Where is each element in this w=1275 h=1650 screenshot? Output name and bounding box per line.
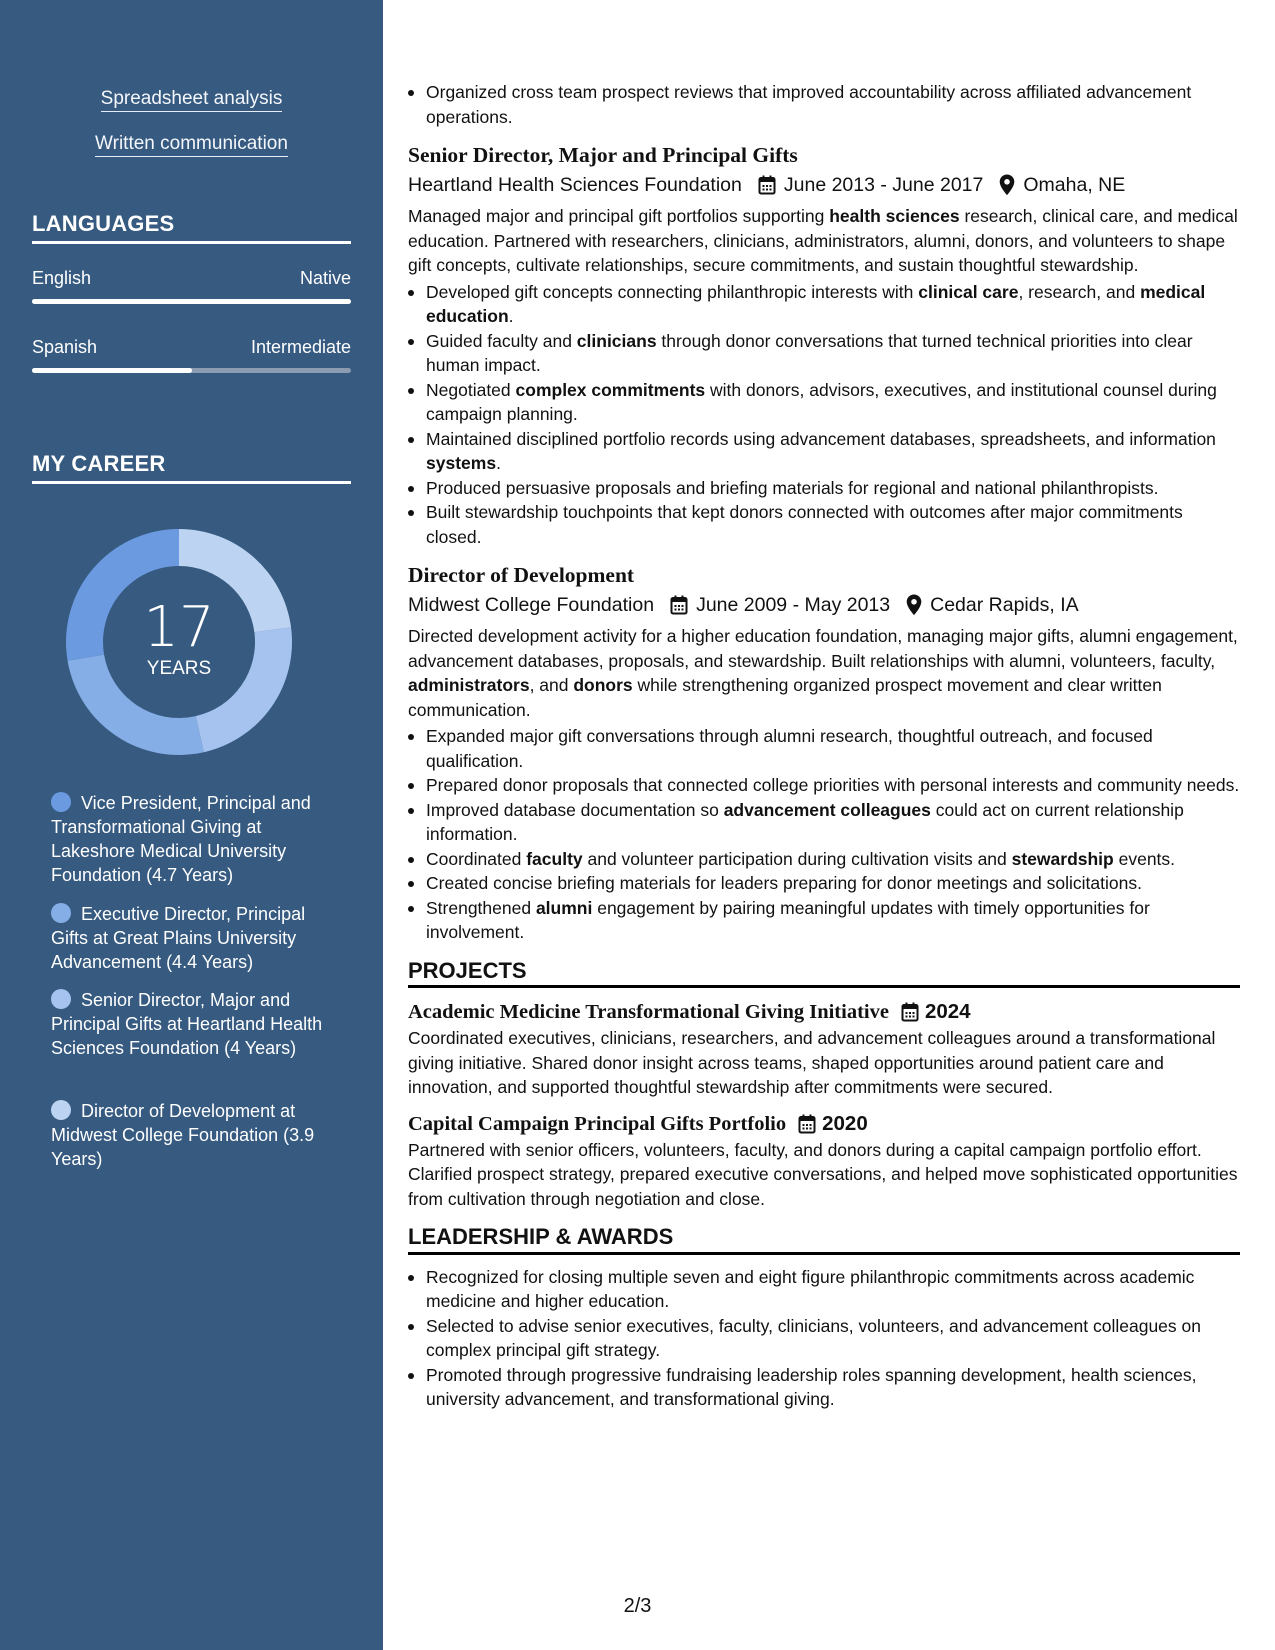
list-item <box>408 280 1240 329</box>
language-level: Native <box>299 268 351 288</box>
job-location: Omaha, NE <box>1023 174 1126 196</box>
list-item: Promoted through progressive fundraising leadership roles spanning development, health sciences, university advancement, and transformational giving. <box>408 1363 1240 1412</box>
text-run: with donors, advisors, executives, and institutional counsel during campaign planning. <box>426 379 1217 424</box>
career-legend-item <box>51 791 341 887</box>
job-organization: Midwest College Foundation <box>408 594 655 616</box>
legend-label: Director of Development at Midwest College Foundation (3.9 Years) <box>51 1101 315 1169</box>
project-title: Capital Campaign Principal Gifts Portfolio <box>408 1112 787 1135</box>
job-meta <box>408 170 1240 200</box>
legend-dot <box>51 792 71 812</box>
text-run: Maintained disciplined portfolio records using advancement databases, spreadsheets, and information <box>426 428 1216 449</box>
text-run: Developed gift concepts connecting philanthropic interests with <box>426 281 919 302</box>
list-item <box>408 847 1240 872</box>
career-legend-item <box>51 902 341 974</box>
career-heading: MY CAREER <box>32 451 351 484</box>
project-description: Coordinated executives, clinicians, researchers, and advancement colleagues around a transformational giving initiative. Shared donor insight across teams, shaped opportunities around patient care and innovation, and supported thoughtful stewardship after commitments were secured. <box>408 1028 1216 1097</box>
text-run: through donor conversations that turned technical priorities into clear human impact. <box>426 330 1193 375</box>
project-year: 2020 <box>822 1111 868 1135</box>
text-run: . <box>496 453 501 473</box>
job-description <box>408 624 1240 722</box>
job-location: Cedar Rapids, IA <box>930 594 1079 616</box>
job-entry <box>408 141 1240 549</box>
language-bar-fill <box>32 299 351 304</box>
text-run: Guided faculty and <box>426 330 577 351</box>
emphasis: alumni <box>535 897 593 918</box>
languages-heading: LANGUAGES <box>32 211 351 244</box>
career-legend-item <box>51 988 341 1060</box>
calendar-icon <box>670 595 688 615</box>
list-item <box>408 427 1240 476</box>
legend-dot <box>51 989 71 1009</box>
legend-label: Executive Director, Principal Gifts at Great Plains University Advancement (4.4 Years) <box>51 904 306 972</box>
list-item <box>408 871 1240 896</box>
text-run: Coordinated <box>426 848 527 869</box>
carryover-bullets <box>408 80 1240 129</box>
text-run: while strengthening organized prospect movement and clear written communication. <box>408 675 1162 720</box>
language-name: English <box>32 268 92 288</box>
emphasis: health sciences <box>829 206 960 226</box>
list-item: Organized cross team prospect reviews that improved accountability across affiliated advancement operations. <box>408 80 1240 129</box>
project-title-row <box>408 998 1240 1026</box>
emphasis: systems <box>426 453 497 473</box>
emphasis: clinicians <box>576 330 657 351</box>
calendar-icon <box>901 1002 919 1022</box>
career-total-number: 17 <box>143 595 215 660</box>
text-run: Negotiated <box>426 379 516 400</box>
legend-dot <box>51 903 71 923</box>
language-level: Intermediate <box>250 337 351 357</box>
text-run: . <box>508 306 514 326</box>
text-run: Created concise briefing materials for leaders preparing for donor meetings and solicitations. <box>426 873 1142 893</box>
text-run: and volunteer participation during cultivation visits and <box>582 848 1012 869</box>
list-item <box>408 378 1240 427</box>
job-dates: June 2009 - May 2013 <box>696 594 891 616</box>
language-bar <box>32 368 351 373</box>
project-entry <box>408 1110 1240 1212</box>
projects-list <box>408 998 1240 1211</box>
emphasis: faculty <box>526 848 583 869</box>
calendar-icon <box>758 175 776 195</box>
job-bullets <box>408 280 1240 550</box>
leadership-list <box>408 1265 1240 1412</box>
legend-dot <box>51 1100 71 1120</box>
skill-item <box>0 133 383 155</box>
emphasis: advancement colleagues <box>723 799 931 820</box>
language-bar <box>32 299 351 304</box>
text-run: Prepared donor proposals that connected college priorities with personal interests and community needs. <box>426 775 1240 795</box>
job-dates: June 2013 - June 2017 <box>783 174 984 196</box>
career-legend-item <box>51 1099 341 1171</box>
list-item <box>408 476 1240 501</box>
text-run: Managed major and principal gift portfolios supporting <box>408 206 830 226</box>
job-meta <box>408 590 1240 620</box>
legend-label: Vice President, Principal and Transformational Giving at Lakeshore Medical University Foundation (4.7 Years) <box>51 793 311 885</box>
list-item <box>408 798 1240 847</box>
text-run: , and <box>529 675 574 695</box>
calendar-icon <box>798 1114 816 1134</box>
text-run: engagement by pairing meaningful updates with timely opportunities for involvement. <box>426 897 1150 942</box>
text-run: events. <box>1113 848 1176 869</box>
text-run: Produced persuasive proposals and briefing materials for regional and national philanthropists. <box>426 477 1159 498</box>
project-description: Partnered with senior officers, volunteers, faculty, and donors during a capital campaign portfolio effort. Clarified prospect strategy, prepared executive conversations, and helped move sophisticated opportunities from cultivation through negotiation and close. <box>408 1139 1238 1209</box>
language-bar-fill <box>32 368 192 373</box>
emphasis: stewardship <box>1011 848 1114 869</box>
list-item <box>408 500 1240 549</box>
text-run: , research, and <box>1018 281 1141 302</box>
projects-heading: PROJECTS <box>408 959 1240 989</box>
project-title-row <box>408 1110 1240 1138</box>
job-title: Senior Director, Major and Principal Gifts <box>408 143 798 167</box>
text-run: Improved database documentation so <box>426 799 724 820</box>
location-pin-icon <box>999 174 1015 196</box>
job-organization: Heartland Health Sciences Foundation <box>408 174 742 196</box>
text-run: Strengthened <box>426 897 536 918</box>
text-run: Directed development activity for a higher education foundation, managing major gifts, alumni engagement, advancement databases, proposals, and stewardship. Built relationships with alumni, volunteers, faculty, <box>408 626 1238 671</box>
job-description <box>408 204 1240 278</box>
skill-item <box>0 88 383 110</box>
location-pin-icon <box>906 594 922 616</box>
text-run: could act on current relationship information. <box>426 799 1184 844</box>
emphasis: medical education <box>426 281 1206 326</box>
language-name: Spanish <box>32 337 98 357</box>
project-entry <box>408 998 1240 1100</box>
list-item <box>408 896 1240 945</box>
skill-label: Spreadsheet analysis <box>101 88 283 112</box>
project-year: 2024 <box>924 1000 971 1023</box>
skill-label: Written communication <box>95 133 288 157</box>
list-item <box>408 724 1240 773</box>
main-content <box>408 80 1240 1412</box>
experience-list <box>408 141 1240 945</box>
list-item: Selected to advise senior executives, faculty, clinicians, volunteers, and advancement colleagues on complex principal gift strategy. <box>408 1314 1240 1363</box>
career-total <box>66 595 292 680</box>
text-run: research, clinical care, and medical education. Partnered with researchers, clinicians, administrators, alumni, donors, and volunteers to shape gift concepts, cultivate relationships, secure commitments, and sustain thoughtful stewardship. <box>408 206 1238 275</box>
career-total-unit: YEARS <box>146 658 212 679</box>
project-title: Academic Medicine Transformational Giving Initiative <box>408 1001 889 1023</box>
list-item: Recognized for closing multiple seven and eight figure philanthropic commitments across academic medicine and higher education. <box>408 1265 1240 1314</box>
text-run: Expanded major gift conversations through alumni research, thoughtful outreach, and focused qualification. <box>426 726 1153 771</box>
job-entry <box>408 561 1240 945</box>
list-item <box>408 329 1240 378</box>
emphasis: administrators <box>408 675 530 695</box>
job-bullets <box>408 724 1240 945</box>
text-run: Built stewardship touchpoints that kept donors connected with outcomes after major commitments closed. <box>426 502 1183 547</box>
legend-label: Senior Director, Major and Principal Gifts at Heartland Health Sciences Foundation (4 Years) <box>51 990 323 1058</box>
page-number: 2/3 <box>623 1595 652 1617</box>
sidebar <box>0 0 383 1650</box>
emphasis: donors <box>573 675 633 695</box>
job-title: Director of Development <box>408 563 635 587</box>
list-item <box>408 773 1240 798</box>
emphasis: clinical care <box>918 281 1019 302</box>
leadership-heading: LEADERSHIP & AWARDS <box>408 1225 1240 1255</box>
emphasis: complex commitments <box>515 379 706 400</box>
